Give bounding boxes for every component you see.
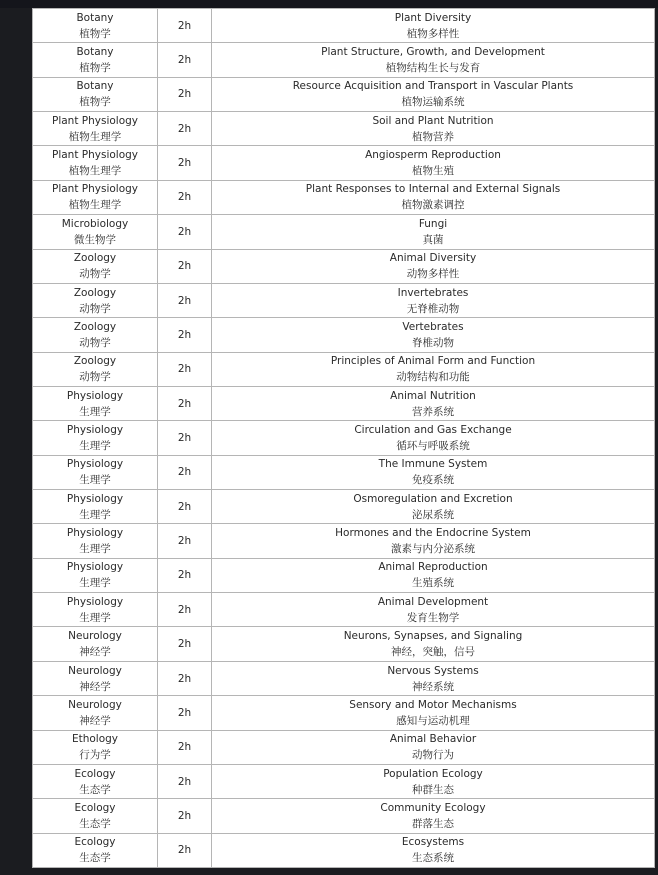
table-row: [33, 421, 655, 455]
hours-cell: 2h: [158, 490, 212, 524]
topic-cell: [212, 627, 655, 661]
subject-chinese: 微生物学: [74, 233, 116, 246]
subject-cell: [33, 661, 158, 695]
topic-chinese: 群落生态: [412, 817, 454, 830]
table-row: [33, 249, 655, 283]
table-row: [33, 730, 655, 764]
hours-cell: 2h: [158, 283, 212, 317]
subject-english: Zoology: [73, 320, 117, 333]
topic-english: Plant Responses to Internal and External Signals: [305, 183, 561, 196]
topic-cell: [212, 180, 655, 214]
subject-english: Zoology: [73, 286, 117, 299]
subject-chinese: 生态学: [79, 852, 111, 865]
subject-chinese: 生理学: [79, 508, 111, 521]
topic-chinese: 真菌: [422, 233, 444, 246]
subject-english: Neurology: [68, 664, 122, 677]
table-row: [33, 318, 655, 352]
subject-chinese: 植物生理学: [68, 199, 122, 212]
topic-chinese: 神经，突触，信号: [391, 646, 475, 659]
table-row: [33, 696, 655, 730]
topic-english: Fungi: [418, 217, 448, 230]
topic-english: Angiosperm Reproduction: [365, 149, 501, 162]
topic-chinese: 脊椎动物: [412, 336, 454, 349]
subject-english: Physiology: [66, 561, 124, 574]
table-row: [33, 558, 655, 592]
subject-english: Microbiology: [61, 217, 129, 230]
topic-english: Ecosystems: [401, 836, 465, 849]
subject-english: Neurology: [68, 630, 122, 643]
topic-chinese: 种群生态: [412, 783, 454, 796]
hours-cell: 2h: [158, 455, 212, 489]
topic-chinese: 动物行为: [412, 749, 454, 762]
topic-english: Plant Structure, Growth, and Development: [321, 46, 545, 59]
topic-cell: [212, 661, 655, 695]
table-row: [33, 833, 655, 867]
hours-cell: 2h: [158, 215, 212, 249]
topic-english: Soil and Plant Nutrition: [372, 114, 494, 127]
topic-english: Resource Acquisition and Transport in Vascular Plants: [292, 80, 574, 93]
hours-cell: 2h: [158, 799, 212, 833]
hours-cell: 2h: [158, 524, 212, 558]
table-row: [33, 215, 655, 249]
hours-cell: 2h: [158, 249, 212, 283]
topic-cell: [212, 9, 655, 43]
topic-english: Animal Diversity: [389, 252, 477, 265]
topic-chinese: 动物多样性: [406, 268, 460, 281]
topic-chinese: 植物运输系统: [401, 96, 465, 109]
hours-cell: 2h: [158, 421, 212, 455]
hours-cell: 2h: [158, 627, 212, 661]
table-row: [33, 524, 655, 558]
subject-english: Physiology: [66, 389, 124, 402]
table-row: [33, 490, 655, 524]
topic-chinese: 生殖系统: [412, 577, 454, 590]
subject-cell: [33, 386, 158, 420]
topic-cell: [212, 146, 655, 180]
subject-english: Ecology: [74, 801, 116, 814]
subject-chinese: 神经学: [79, 646, 111, 659]
subject-cell: [33, 455, 158, 489]
subject-cell: [33, 112, 158, 146]
subject-cell: [33, 283, 158, 317]
subject-cell: [33, 696, 158, 730]
subject-chinese: 生理学: [79, 474, 111, 487]
subject-cell: [33, 593, 158, 627]
subject-cell: [33, 524, 158, 558]
table-row: [33, 593, 655, 627]
table-row: [33, 661, 655, 695]
subject-cell: [33, 764, 158, 798]
subject-english: Plant Physiology: [51, 114, 139, 127]
subject-english: Ethology: [71, 733, 119, 746]
topic-cell: [212, 730, 655, 764]
subject-english: Plant Physiology: [51, 149, 139, 162]
topic-chinese: 植物生殖: [412, 165, 454, 178]
topic-chinese: 植物结构生长与发育: [385, 62, 481, 75]
subject-chinese: 神经学: [79, 714, 111, 727]
hours-cell: 2h: [158, 386, 212, 420]
topic-english: Population Ecology: [383, 767, 483, 780]
topic-english: Circulation and Gas Exchange: [354, 423, 512, 436]
subject-chinese: 生理学: [79, 611, 111, 624]
hours-cell: 2h: [158, 696, 212, 730]
subject-chinese: 生态学: [79, 817, 111, 830]
subject-chinese: 生理学: [79, 543, 111, 556]
subject-english: Ecology: [74, 836, 116, 849]
hours-cell: 2h: [158, 558, 212, 592]
subject-cell: [33, 146, 158, 180]
subject-cell: [33, 421, 158, 455]
topic-chinese: 植物激素调控: [401, 199, 465, 212]
topic-english: Neurons, Synapses, and Signaling: [343, 630, 523, 643]
subject-chinese: 植物学: [79, 62, 111, 75]
hours-cell: 2h: [158, 77, 212, 111]
topic-english: Sensory and Motor Mechanisms: [349, 698, 517, 711]
topic-cell: [212, 524, 655, 558]
hours-cell: 2h: [158, 593, 212, 627]
subject-chinese: 动物学: [79, 268, 111, 281]
topic-english: Animal Development: [377, 595, 489, 608]
subject-english: Neurology: [68, 698, 122, 711]
table-row: [33, 455, 655, 489]
hours-cell: 2h: [158, 833, 212, 867]
topic-cell: [212, 455, 655, 489]
hours-cell: 2h: [158, 764, 212, 798]
subject-cell: [33, 77, 158, 111]
hours-cell: 2h: [158, 146, 212, 180]
subject-english: Botany: [76, 80, 114, 93]
subject-english: Zoology: [73, 355, 117, 368]
subject-cell: [33, 249, 158, 283]
subject-cell: [33, 833, 158, 867]
topic-english: Nervous Systems: [387, 664, 479, 677]
top-bar: [0, 0, 658, 8]
subject-english: Botany: [76, 46, 114, 59]
table-row: [33, 386, 655, 420]
topic-cell: [212, 112, 655, 146]
hours-cell: 2h: [158, 661, 212, 695]
subject-chinese: 动物学: [79, 336, 111, 349]
subject-chinese: 植物学: [79, 96, 111, 109]
topic-chinese: 泌尿系统: [412, 508, 454, 521]
topic-english: Animal Nutrition: [390, 389, 476, 402]
topic-chinese: 感知与运动机理: [396, 714, 470, 727]
subject-cell: [33, 490, 158, 524]
topic-cell: [212, 593, 655, 627]
hours-cell: 2h: [158, 318, 212, 352]
topic-chinese: 神经系统: [412, 680, 454, 693]
subject-english: Botany: [76, 11, 114, 24]
topic-cell: [212, 386, 655, 420]
table-row: [33, 9, 655, 43]
subject-cell: [33, 627, 158, 661]
topic-chinese: 循环与呼吸系统: [396, 439, 470, 452]
topic-chinese: 植物多样性: [406, 27, 460, 40]
topic-english: Osmoregulation and Excretion: [353, 492, 513, 505]
topic-cell: [212, 764, 655, 798]
table-body: [33, 9, 655, 868]
table-row: [33, 352, 655, 386]
subject-cell: [33, 558, 158, 592]
hours-cell: 2h: [158, 352, 212, 386]
subject-chinese: 动物学: [79, 302, 111, 315]
topic-english: Community Ecology: [380, 801, 486, 814]
topic-cell: [212, 283, 655, 317]
table-row: [33, 764, 655, 798]
subject-english: Ecology: [74, 767, 116, 780]
subject-cell: [33, 215, 158, 249]
topic-cell: [212, 318, 655, 352]
topic-chinese: 动物结构和功能: [396, 371, 470, 384]
topic-english: Plant Diversity: [394, 11, 472, 24]
subject-chinese: 生理学: [79, 439, 111, 452]
table-row: [33, 799, 655, 833]
topic-chinese: 免疫系统: [412, 474, 454, 487]
topic-cell: [212, 833, 655, 867]
table-row: [33, 43, 655, 77]
topic-english: Hormones and the Endocrine System: [335, 527, 531, 540]
subject-english: Physiology: [66, 527, 124, 540]
table-row: [33, 627, 655, 661]
hours-cell: 2h: [158, 730, 212, 764]
subject-cell: [33, 43, 158, 77]
topic-english: Principles of Animal Form and Function: [330, 355, 536, 368]
course-schedule-sheet: [32, 8, 654, 867]
table-row: [33, 283, 655, 317]
table-row: [33, 180, 655, 214]
subject-english: Zoology: [73, 252, 117, 265]
topic-english: Invertebrates: [397, 286, 469, 299]
topic-cell: [212, 249, 655, 283]
subject-english: Physiology: [66, 492, 124, 505]
table-row: [33, 146, 655, 180]
topic-cell: [212, 421, 655, 455]
hours-cell: 2h: [158, 9, 212, 43]
subject-chinese: 植物学: [79, 27, 111, 40]
topic-cell: [212, 215, 655, 249]
subject-english: Physiology: [66, 423, 124, 436]
subject-cell: [33, 352, 158, 386]
subject-chinese: 动物学: [79, 371, 111, 384]
topic-chinese: 激素与内分泌系统: [391, 543, 475, 556]
subject-chinese: 神经学: [79, 680, 111, 693]
table-row: [33, 112, 655, 146]
topic-chinese: 无脊椎动物: [406, 302, 460, 315]
subject-english: Physiology: [66, 595, 124, 608]
subject-english: Physiology: [66, 458, 124, 471]
topic-english: Vertebrates: [402, 320, 464, 333]
topic-cell: [212, 799, 655, 833]
topic-chinese: 生态系统: [412, 852, 454, 865]
subject-chinese: 生理学: [79, 405, 111, 418]
topic-cell: [212, 490, 655, 524]
topic-chinese: 植物营养: [412, 130, 454, 143]
topic-english: The Immune System: [378, 458, 488, 471]
topic-cell: [212, 43, 655, 77]
subject-cell: [33, 9, 158, 43]
topic-cell: [212, 696, 655, 730]
subject-chinese: 生态学: [79, 783, 111, 796]
subject-cell: [33, 180, 158, 214]
topic-english: Animal Reproduction: [378, 561, 488, 574]
hours-cell: 2h: [158, 43, 212, 77]
subject-chinese: 植物生理学: [68, 165, 122, 178]
subject-chinese: 行为学: [79, 749, 111, 762]
topic-cell: [212, 77, 655, 111]
subject-chinese: 植物生理学: [68, 130, 122, 143]
table-row: [33, 77, 655, 111]
subject-english: Plant Physiology: [51, 183, 139, 196]
subject-chinese: 生理学: [79, 577, 111, 590]
topic-cell: [212, 352, 655, 386]
subject-cell: [33, 318, 158, 352]
subject-cell: [33, 799, 158, 833]
subject-cell: [33, 730, 158, 764]
topic-chinese: 发育生物学: [406, 611, 460, 624]
topic-chinese: 营养系统: [412, 405, 454, 418]
course-schedule-table: [32, 8, 655, 868]
topic-cell: [212, 558, 655, 592]
topic-english: Animal Behavior: [389, 733, 477, 746]
hours-cell: 2h: [158, 112, 212, 146]
hours-cell: 2h: [158, 180, 212, 214]
